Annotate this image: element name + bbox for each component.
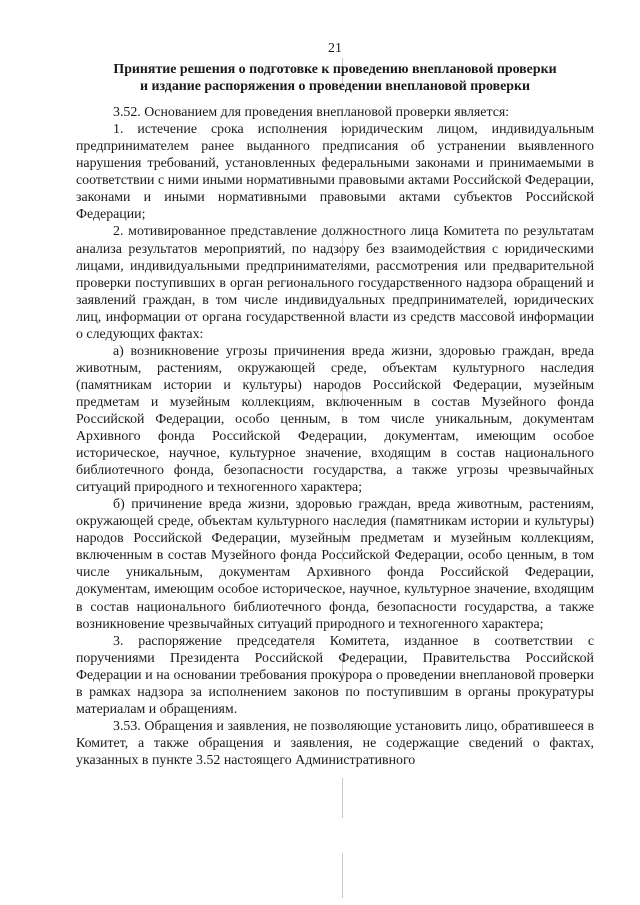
paragraph-item-2: 2. мотивированное представление должностного лица Комитета по результатам анализа результатов мероприятий, по надзору без взаимодействия с юридическими лицами, индивидуальными предпринимателями, рассмотрения или предварительной проверки поступивших в орган регионального государственного надзора обращений и заявлений граждан, в том числе индивидуальных предпринимателей, юридических лиц, информации от органа государственной власти из средств массовой информации о следующих фактах:: [76, 224, 594, 342]
section-heading: [76, 61, 594, 95]
paragraph-3-53: 3.53. Обращения и заявления, не позволяющие установить лицо, обратившееся в Комитет, а также обращения и заявления, не содержащие сведений о фактах, указанных в пункте 3.52 настоящего Административного: [76, 718, 594, 768]
paragraph-item-1: 1. истечение срока исполнения юридическим лицом, индивидуальным предпринимателем ранее выданного предписания об устранении выявленного нарушения требований, установленных федеральными законами и принимаемыми в соответствии с ними иными нормативными правовыми актами Российской Федерации, законами и иными нормативными правовыми актами субъектов Российской Федерации;: [76, 122, 594, 223]
section-heading-line-2: и издание распоряжения о проведении внеплановой проверки: [140, 79, 530, 95]
section-heading-line-1: Принятие решения о подготовке к проведению внеплановой проверки: [113, 62, 557, 78]
paragraph-3-52: 3.52. Основанием для проведения внеплановой проверки является:: [113, 105, 510, 121]
page-number: 21: [328, 41, 342, 56]
paragraph-subitem-a: а) возникновение угрозы причинения вреда жизни, здоровью граждан, вреда животным, растениям, окружающей среде, объектам культурного наследия (памятникам истории и культуры) народов Российской Федерации, музейным предметам и музейным коллекциям, включенным в состав Музейного фонда Российской Федерации, особо ценным, в том числе уникальным, документам Архивного фонда Российской Федерации, документам, имеющим особое историческое, научное, культурное значение, входящим в состав национального библиотечного фонда, безопасности государства, а также угрозы чрезвычайных ситуаций природного и техногенного характера;: [76, 343, 594, 496]
paragraph-subitem-b: б) причинение вреда жизни, здоровью граждан, вреда животным, растениям, окружающей среде, объектам культурного наследия (памятникам истории и культуры) народов Российской Федерации, музейным предметам и музейным коллекциям, включенным в состав Музейного фонда Российской Федерации, особо ценным, в том числе уникальным, документам Архивного фонда Российской Федерации, документам, имеющим особое историческое, научное, культурное значение, входящим в состав национального библиотечного фонда, безопасности государства, а также возникновение чрезвычайных ситуаций природного и техногенного характера;: [76, 497, 594, 632]
paragraph-item-3: 3. распоряжение председателя Комитета, изданное в соответствии с поручениями Президента Российской Федерации, Правительства Российской Федерации и на основании требования прокурора о проведении внеплановой проверки в рамках надзора за исполнением законов по поступившим в органы прокуратуры материалам и обращениям.: [76, 633, 594, 717]
document-page: [76, 40, 594, 769]
